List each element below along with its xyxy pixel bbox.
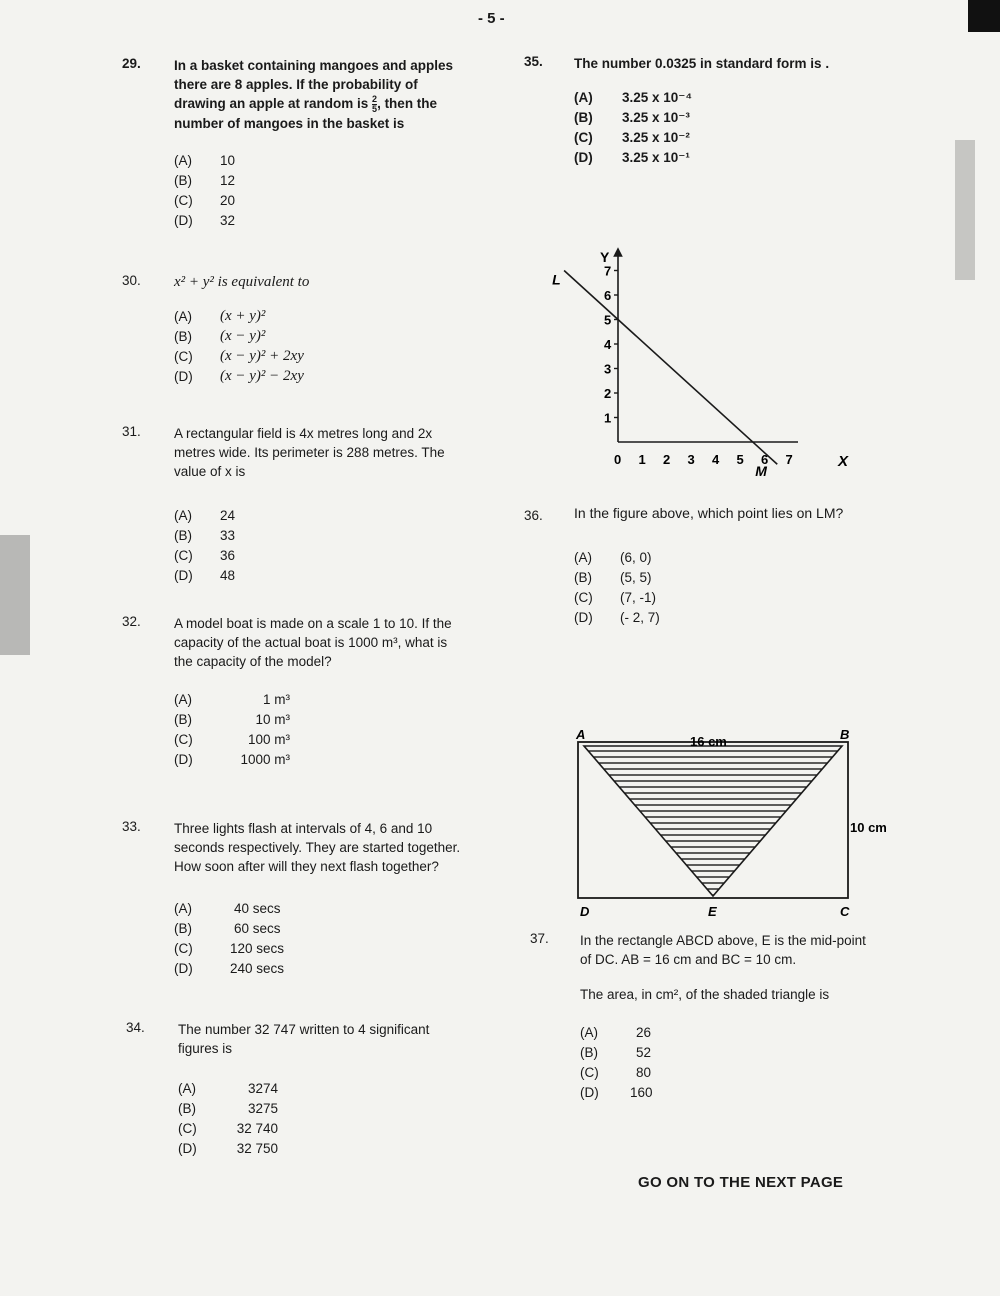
question-36 xyxy=(574,504,874,627)
line-lm xyxy=(564,271,777,465)
question-stem: A rectangular field is 4x metres long and 2x metres wide. Its perimeter is 288 metres. The value of x is xyxy=(174,426,445,479)
y-tick-label: 3 xyxy=(604,361,612,377)
option-b[interactable]: (B) 10 m³ xyxy=(174,711,290,727)
coordinate-graph xyxy=(548,244,868,484)
question-number: 31. xyxy=(122,424,141,439)
option-b[interactable]: (B) 12 xyxy=(174,173,236,189)
y-tick-label: 2 xyxy=(604,386,612,401)
y-tick-label: 1 xyxy=(604,410,612,426)
question-number: 29. xyxy=(122,56,141,71)
option-a[interactable]: (A) 3274 xyxy=(178,1080,278,1096)
side-length-label: 10 cm xyxy=(850,820,887,835)
x-tick-label: 3 xyxy=(687,452,695,467)
option-c[interactable]: (C) (7, -1) xyxy=(574,589,657,605)
question-stem: In a basket containing mangoes and apples there are 8 apples. If the probability of drawing an apple at random is $\frac{2}{5}$ , then the number of mangoes in the basket is xyxy=(174,58,454,131)
option-c[interactable]: (C) (x − y)² + 2xy xyxy=(174,347,304,364)
option-a[interactable]: (A) 1 m³ xyxy=(174,691,290,707)
question-number: 36. xyxy=(524,508,543,523)
corner-b-label: B xyxy=(840,727,850,742)
question-32 xyxy=(174,614,466,769)
x-tick-label: 1 xyxy=(638,452,646,467)
option-d[interactable]: (D) 48 xyxy=(174,567,236,583)
option-a[interactable]: (A) 26 xyxy=(580,1024,652,1040)
question-number: 32. xyxy=(122,614,141,629)
fraction: $\frac{2}{5}$ xyxy=(372,93,378,114)
question-stem-continued: The area, in cm², of the shaded triangle is xyxy=(580,987,830,1002)
scan-edge-mark xyxy=(968,0,1000,32)
option-b[interactable]: (B) (5, 5) xyxy=(574,569,652,585)
question-31 xyxy=(174,424,466,585)
x-tick-label: 5 xyxy=(736,452,744,467)
x-axis-label: X xyxy=(838,453,849,470)
option-c[interactable]: (C) 36 xyxy=(174,547,236,563)
question-number: 33. xyxy=(122,819,141,834)
option-c[interactable]: (C) 120 secs xyxy=(174,940,285,956)
rectangle-figure xyxy=(570,726,900,922)
option-a[interactable]: (A) 24 xyxy=(174,507,236,523)
y-axis-label: Y xyxy=(600,249,610,265)
option-b[interactable]: (B) 3.25 x 10⁻³ xyxy=(574,109,690,125)
y-tick-label: 6 xyxy=(604,288,612,303)
question-stem: In the rectangle ABCD above, E is the mid-point of DC. AB = 16 cm and BC = 10 cm. xyxy=(580,933,866,967)
option-b[interactable]: (B) 60 secs xyxy=(174,920,281,936)
page-number: - 5 - xyxy=(478,10,505,27)
top-length-label: 16 cm xyxy=(690,734,727,749)
y-ticks xyxy=(604,264,618,426)
option-a[interactable]: (A) 40 secs xyxy=(174,900,281,916)
question-29 xyxy=(174,56,466,231)
option-d[interactable]: (D) 240 secs xyxy=(174,960,285,976)
option-c[interactable]: (C) 32 740 xyxy=(178,1120,278,1136)
corner-a-label: A xyxy=(576,727,586,742)
question-35 xyxy=(574,54,894,167)
option-d[interactable]: (D) (- 2, 7) xyxy=(574,609,660,625)
y-tick-label: 4 xyxy=(604,337,612,352)
x-tick-label: 6 xyxy=(761,452,769,467)
scan-edge-shadow xyxy=(0,535,30,655)
shaded-triangle xyxy=(584,746,842,896)
question-stem: A model boat is made on a scale 1 to 10. If the capacity of the actual boat is 1000 m³, what is the capacity of the model? xyxy=(174,616,452,669)
option-b[interactable]: (B) 52 xyxy=(580,1044,652,1060)
corner-d-label: D xyxy=(580,904,590,919)
option-c[interactable]: (C) 3.25 x 10⁻² xyxy=(574,129,690,145)
scan-edge-shadow-right xyxy=(955,140,975,280)
question-33 xyxy=(174,819,466,978)
question-30 xyxy=(174,273,466,386)
question-37 xyxy=(580,931,876,1102)
question-number: 37. xyxy=(530,931,549,946)
footer-next-page: GO ON TO THE NEXT PAGE xyxy=(638,1174,844,1191)
option-b[interactable]: (B) (x − y)² xyxy=(174,327,266,344)
question-stem: The number 0.0325 in standard form is . xyxy=(574,56,830,71)
y-tick-label: 7 xyxy=(604,263,612,279)
corner-c-label: C xyxy=(840,904,850,919)
question-number: 30. xyxy=(122,273,141,288)
question-number: 35. xyxy=(524,54,543,69)
x-tick-label: 4 xyxy=(712,452,720,467)
option-a[interactable]: (A) (x + y)² xyxy=(174,307,266,324)
point-m-label: M xyxy=(755,463,767,479)
question-stem: In the figure above, which point lies on LM? xyxy=(574,505,844,521)
option-a[interactable]: (A) (6, 0) xyxy=(574,549,652,565)
option-c[interactable]: (C) 100 m³ xyxy=(174,731,290,747)
question-stem: x² + y² is equivalent to xyxy=(174,274,310,290)
option-d[interactable]: (D) 160 xyxy=(580,1084,653,1100)
option-c[interactable]: (C) 20 xyxy=(174,193,236,209)
question-34 xyxy=(178,1020,470,1158)
option-a[interactable]: (A) 10 xyxy=(174,153,236,169)
x-tick-label: 7 xyxy=(785,452,793,467)
option-d[interactable]: (D) 32 xyxy=(174,213,236,229)
x-tick-label: 2 xyxy=(663,452,671,467)
option-b[interactable]: (B) 3275 xyxy=(178,1100,278,1116)
y-tick-label: 5 xyxy=(604,312,612,328)
option-d[interactable]: (D) 1000 m³ xyxy=(174,751,290,767)
option-d[interactable]: (D) (x − y)² − 2xy xyxy=(174,367,304,384)
option-b[interactable]: (B) 33 xyxy=(174,527,236,543)
x-tick-label: 0 xyxy=(614,452,622,467)
question-number: 34. xyxy=(126,1020,145,1035)
point-l-label: L xyxy=(552,271,561,288)
option-a[interactable]: (A) 3.25 x 10⁻⁴ xyxy=(574,89,693,105)
option-d[interactable]: (D) 3.25 x 10⁻¹ xyxy=(574,149,690,165)
option-d[interactable]: (D) 32 750 xyxy=(178,1140,278,1156)
question-stem: The number 32 747 written to 4 significant figures is xyxy=(178,1022,430,1056)
option-c[interactable]: (C) 80 xyxy=(580,1064,652,1080)
question-stem: Three lights flash at intervals of 4, 6 and 10 seconds respectively. They are started together. How soon after will they next flash together? xyxy=(174,821,461,874)
midpoint-e-label: E xyxy=(708,904,717,919)
